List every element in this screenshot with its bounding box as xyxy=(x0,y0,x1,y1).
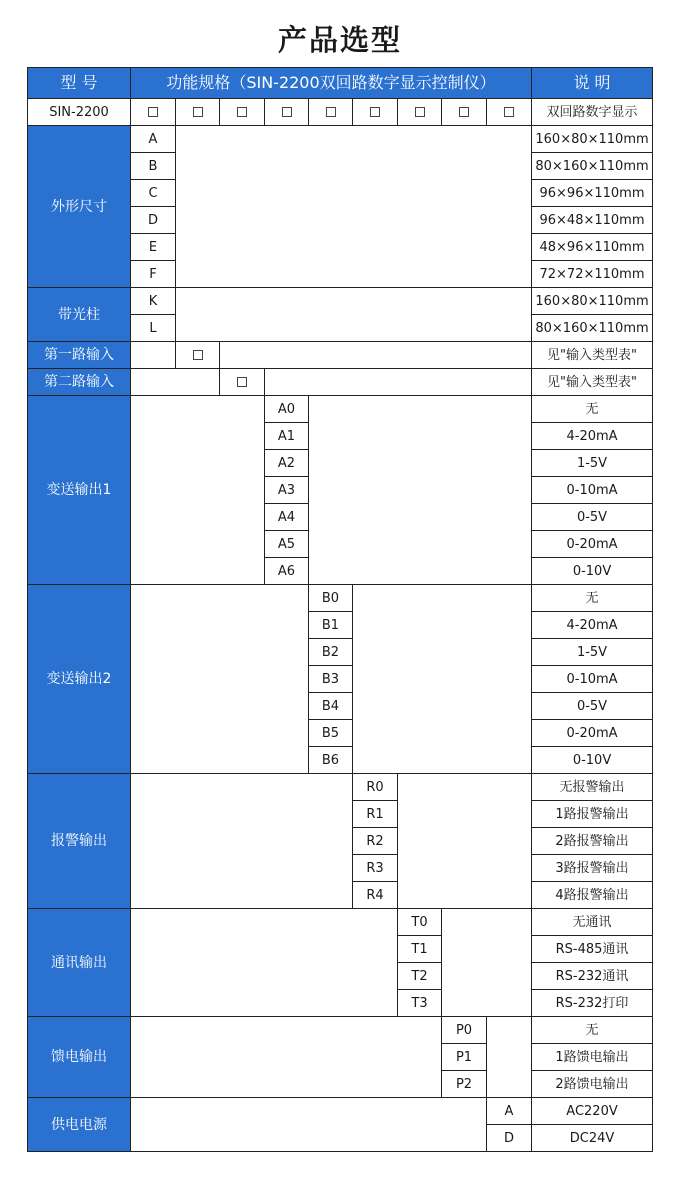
option-code[interactable]: T1 xyxy=(398,936,442,963)
empty-cell xyxy=(176,288,532,342)
option-desc: 96×96×110mm xyxy=(532,180,653,207)
empty-cell xyxy=(131,585,309,774)
option-desc: 160×80×110mm xyxy=(532,126,653,153)
option-code[interactable]: B4 xyxy=(309,693,353,720)
option-desc: 0-10mA xyxy=(532,477,653,504)
header-model: 型 号 xyxy=(28,68,131,99)
empty-cell xyxy=(131,774,353,909)
option-code[interactable]: A3 xyxy=(265,477,309,504)
option-code[interactable]: A4 xyxy=(265,504,309,531)
empty-cell xyxy=(353,585,532,774)
option-desc: 见"输入类型表" xyxy=(532,342,653,369)
option-desc: 无 xyxy=(532,585,653,612)
option-code[interactable]: R0 xyxy=(353,774,398,801)
option-code[interactable]: L xyxy=(131,315,176,342)
group-label: 变送输出2 xyxy=(28,585,131,774)
option-desc: 1-5V xyxy=(532,450,653,477)
table-row xyxy=(28,1017,653,1044)
option-checkbox[interactable] xyxy=(487,99,532,126)
group-label: 馈电输出 xyxy=(28,1017,131,1098)
option-code[interactable]: B2 xyxy=(309,639,353,666)
table-row xyxy=(28,585,653,612)
empty-cell xyxy=(442,909,532,1017)
table-row xyxy=(28,369,653,396)
empty-cell xyxy=(220,342,532,369)
group-label: 第一路输入 xyxy=(28,342,131,369)
option-code[interactable]: T0 xyxy=(398,909,442,936)
table-row xyxy=(28,396,653,423)
group-label: 变送输出1 xyxy=(28,396,131,585)
empty-cell xyxy=(131,396,265,585)
option-desc: 0-20mA xyxy=(532,531,653,558)
option-desc: 2路报警输出 xyxy=(532,828,653,855)
model-desc: 双回路数字显示 xyxy=(532,99,653,126)
option-desc: 80×160×110mm xyxy=(532,153,653,180)
model-code: SIN-2200 xyxy=(28,99,131,126)
option-code[interactable]: P0 xyxy=(442,1017,487,1044)
option-code[interactable]: R3 xyxy=(353,855,398,882)
option-desc: RS-485通讯 xyxy=(532,936,653,963)
option-checkbox[interactable] xyxy=(176,99,220,126)
option-desc: RS-232通讯 xyxy=(532,963,653,990)
option-checkbox[interactable] xyxy=(309,99,353,126)
option-checkbox[interactable] xyxy=(442,99,487,126)
model-row xyxy=(28,99,653,126)
option-desc: AC220V xyxy=(532,1098,653,1125)
group-label: 通讯输出 xyxy=(28,909,131,1017)
option-desc: 0-10V xyxy=(532,558,653,585)
option-checkbox[interactable] xyxy=(220,99,265,126)
group-label: 供电电源 xyxy=(28,1098,131,1152)
table-row xyxy=(28,909,653,936)
option-desc: 72×72×110mm xyxy=(532,261,653,288)
option-desc: 0-20mA xyxy=(532,720,653,747)
option-desc: 3路报警输出 xyxy=(532,855,653,882)
option-code[interactable]: A1 xyxy=(265,423,309,450)
selection-table xyxy=(27,67,653,1152)
option-code[interactable]: R4 xyxy=(353,882,398,909)
option-checkbox[interactable] xyxy=(131,99,176,126)
page-title: 产品选型 xyxy=(277,23,402,57)
option-desc: 80×160×110mm xyxy=(532,315,653,342)
option-desc: 见"输入类型表" xyxy=(532,369,653,396)
option-desc: 48×96×110mm xyxy=(532,234,653,261)
option-desc: 0-10mA xyxy=(532,666,653,693)
option-code[interactable]: D xyxy=(487,1125,532,1152)
option-desc: 1路报警输出 xyxy=(532,801,653,828)
option-code[interactable]: A xyxy=(487,1098,532,1125)
group-label: 报警输出 xyxy=(28,774,131,909)
header-spec: 功能规格（SIN-2200双回路数字显示控制仪） xyxy=(131,68,532,99)
option-checkbox[interactable] xyxy=(176,342,220,369)
option-desc: RS-232打印 xyxy=(532,990,653,1017)
option-desc: 4-20mA xyxy=(532,612,653,639)
option-desc: 1-5V xyxy=(532,639,653,666)
option-code[interactable]: B xyxy=(131,153,176,180)
header-desc: 说 明 xyxy=(532,68,653,99)
table-row xyxy=(28,342,653,369)
empty-cell xyxy=(131,1098,487,1152)
group-label: 外形尺寸 xyxy=(28,126,131,288)
option-checkbox[interactable] xyxy=(398,99,442,126)
option-code[interactable]: A0 xyxy=(265,396,309,423)
option-code[interactable]: D xyxy=(131,207,176,234)
option-desc: 96×48×110mm xyxy=(532,207,653,234)
option-code[interactable]: B3 xyxy=(309,666,353,693)
option-desc: DC24V xyxy=(532,1125,653,1152)
option-desc: 0-10V xyxy=(532,747,653,774)
option-code[interactable]: A2 xyxy=(265,450,309,477)
option-code[interactable]: B1 xyxy=(309,612,353,639)
table-row xyxy=(28,1098,653,1125)
option-code[interactable]: A5 xyxy=(265,531,309,558)
option-code[interactable]: B0 xyxy=(309,585,353,612)
option-desc: 2路馈电输出 xyxy=(532,1071,653,1098)
option-code[interactable]: P1 xyxy=(442,1044,487,1071)
header-row xyxy=(28,68,653,99)
option-code[interactable]: A xyxy=(131,126,176,153)
option-desc: 无 xyxy=(532,396,653,423)
empty-cell xyxy=(487,1017,532,1098)
option-desc: 0-5V xyxy=(532,504,653,531)
empty-cell xyxy=(131,909,398,1017)
option-code[interactable]: C xyxy=(131,180,176,207)
option-desc: 1路馈电输出 xyxy=(532,1044,653,1071)
empty-cell xyxy=(131,1017,442,1098)
table-row xyxy=(28,774,653,801)
option-code[interactable]: T2 xyxy=(398,963,442,990)
option-code[interactable]: A6 xyxy=(265,558,309,585)
group-label: 第二路输入 xyxy=(28,369,131,396)
table-row xyxy=(28,288,653,315)
option-code[interactable]: F xyxy=(131,261,176,288)
option-checkbox[interactable] xyxy=(265,99,309,126)
option-desc: 无 xyxy=(532,1017,653,1044)
group-label: 带光柱 xyxy=(28,288,131,342)
option-desc: 0-5V xyxy=(532,693,653,720)
option-code[interactable]: R2 xyxy=(353,828,398,855)
option-desc: 无通讯 xyxy=(532,909,653,936)
option-checkbox[interactable] xyxy=(353,99,398,126)
option-code[interactable]: E xyxy=(131,234,176,261)
option-code[interactable]: R1 xyxy=(353,801,398,828)
option-code[interactable]: B5 xyxy=(309,720,353,747)
empty-cell xyxy=(131,369,220,396)
table-row xyxy=(28,126,653,153)
option-code[interactable]: B6 xyxy=(309,747,353,774)
option-desc: 160×80×110mm xyxy=(532,288,653,315)
option-desc: 4-20mA xyxy=(532,423,653,450)
option-desc: 4路报警输出 xyxy=(532,882,653,909)
empty-cell xyxy=(176,126,532,288)
option-code[interactable]: K xyxy=(131,288,176,315)
empty-cell xyxy=(309,396,532,585)
empty-cell xyxy=(131,342,176,369)
option-code[interactable]: P2 xyxy=(442,1071,487,1098)
empty-cell xyxy=(398,774,532,909)
option-checkbox[interactable] xyxy=(220,369,265,396)
option-code[interactable]: T3 xyxy=(398,990,442,1017)
empty-cell xyxy=(265,369,532,396)
option-desc: 无报警输出 xyxy=(532,774,653,801)
